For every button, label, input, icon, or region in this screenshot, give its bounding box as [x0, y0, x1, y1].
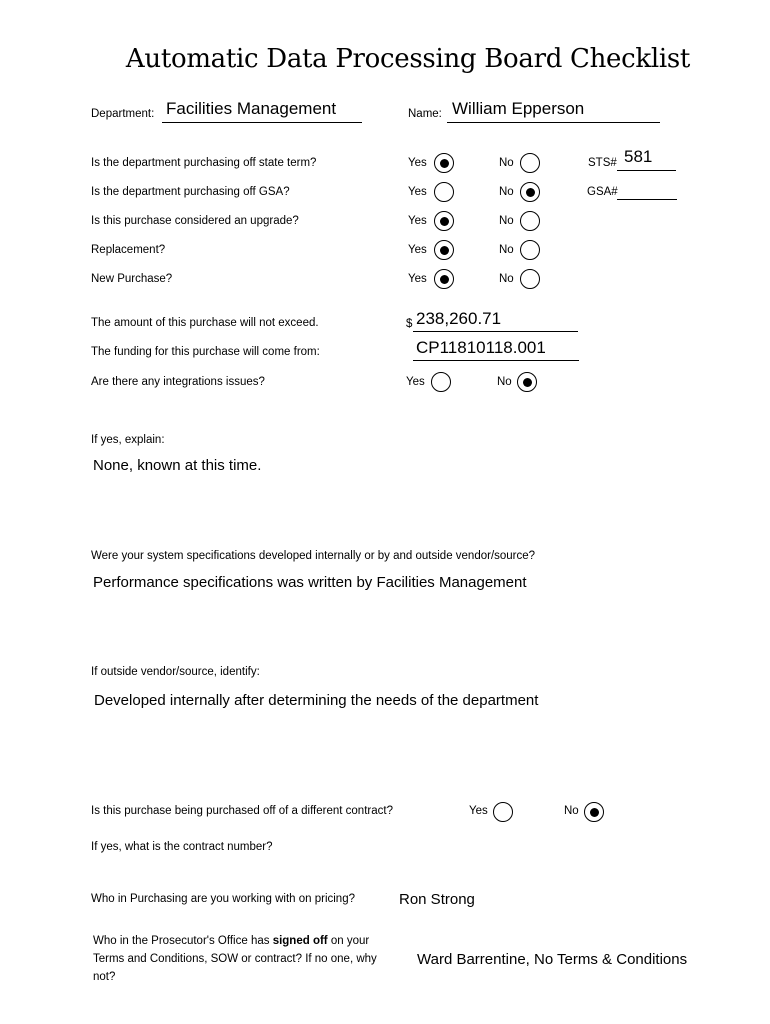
replacement-question: Replacement? [91, 244, 166, 256]
upgrade-question: Is this purchase considered an upgrade? [91, 215, 299, 227]
explain-label: If yes, explain: [91, 434, 165, 446]
prosecutor-question-line2: Terms and Conditions, SOW or contract? If no one, why [93, 953, 377, 965]
replacement-no-radio[interactable] [520, 240, 540, 260]
integrations-yes-radio[interactable] [431, 372, 451, 392]
gsa-question: Is the department purchasing off GSA? [91, 186, 290, 198]
name-field[interactable]: William Epperson [452, 99, 585, 118]
funding-label: The funding for this purchase will come from: [91, 346, 320, 358]
department-underline [162, 122, 362, 123]
amount-field[interactable]: 238,260.71 [416, 309, 502, 328]
prosecutor-question-line3: not? [93, 971, 116, 983]
department-field[interactable]: Facilities Management [166, 99, 337, 118]
gsa-no-label: No [499, 186, 514, 198]
different-contract-yes-radio[interactable] [493, 802, 513, 822]
funding-field[interactable]: CP11810118.001 [416, 338, 546, 357]
upgrade-yes-label: Yes [408, 215, 427, 227]
department-label: Department: [91, 108, 155, 120]
gsa-no-radio[interactable] [520, 182, 540, 202]
sts-number-label: STS# [588, 157, 617, 169]
upgrade-no-label: No [499, 215, 514, 227]
specs-field[interactable]: Performance specifications was written by Facilities Management [93, 574, 527, 591]
gsa-yes-radio[interactable] [434, 182, 454, 202]
gsa-number-label: GSA# [587, 186, 618, 198]
integrations-no-label: No [497, 376, 512, 388]
sts-number-underline [617, 170, 676, 171]
upgrade-no-radio[interactable] [520, 211, 540, 231]
different-contract-no-label: No [564, 805, 579, 817]
upgrade-yes-radio[interactable] [434, 211, 454, 231]
specs-question: Were your system specifications developed internally or by and outside vendor/source? [91, 550, 536, 562]
pricing-question: Who in Purchasing are you working with on pricing? [91, 893, 355, 905]
gsa-number-underline [617, 199, 677, 200]
replacement-yes-label: Yes [408, 244, 427, 256]
outside-vendor-label: If outside vendor/source, identify: [91, 666, 260, 678]
funding-underline [413, 360, 579, 361]
replacement-yes-radio[interactable] [434, 240, 454, 260]
integrations-no-radio[interactable] [517, 372, 537, 392]
amount-underline [413, 331, 578, 332]
outside-vendor-field[interactable]: Developed internally after determining the needs of the department [94, 692, 539, 709]
gsa-yes-label: Yes [408, 186, 427, 198]
different-contract-question: Is this purchase being purchased off of a different contract? [91, 805, 393, 817]
new-purchase-yes-label: Yes [408, 273, 427, 285]
name-underline [447, 122, 660, 123]
contract-number-label: If yes, what is the contract number? [91, 841, 273, 853]
replacement-no-label: No [499, 244, 514, 256]
sts-number-field[interactable]: 581 [624, 147, 653, 166]
pricing-field[interactable]: Ron Strong [399, 891, 475, 908]
explain-field[interactable]: None, known at this time. [93, 457, 262, 474]
integrations-yes-label: Yes [406, 376, 425, 388]
prosecutor-question-line1: Who in the Prosecutor's Office has signed off on your [93, 935, 370, 947]
page-title: Automatic Data Processing Board Checklist [125, 44, 691, 74]
new-purchase-yes-radio[interactable] [434, 269, 454, 289]
state-term-yes-radio[interactable] [434, 153, 454, 173]
new-purchase-no-radio[interactable] [520, 269, 540, 289]
state-term-no-label: No [499, 157, 514, 169]
different-contract-yes-label: Yes [469, 805, 488, 817]
state-term-no-radio[interactable] [520, 153, 540, 173]
new-purchase-question: New Purchase? [91, 273, 173, 285]
amount-currency: $ [406, 318, 413, 330]
integrations-question: Are there any integrations issues? [91, 376, 265, 388]
state-term-question: Is the department purchasing off state term? [91, 157, 317, 169]
different-contract-no-radio[interactable] [584, 802, 604, 822]
state-term-yes-label: Yes [408, 157, 427, 169]
amount-label: The amount of this purchase will not exceed. [91, 317, 319, 329]
prosecutor-field[interactable]: Ward Barrentine, No Terms & Conditions [417, 951, 687, 968]
new-purchase-no-label: No [499, 273, 514, 285]
name-label: Name: [408, 108, 442, 120]
